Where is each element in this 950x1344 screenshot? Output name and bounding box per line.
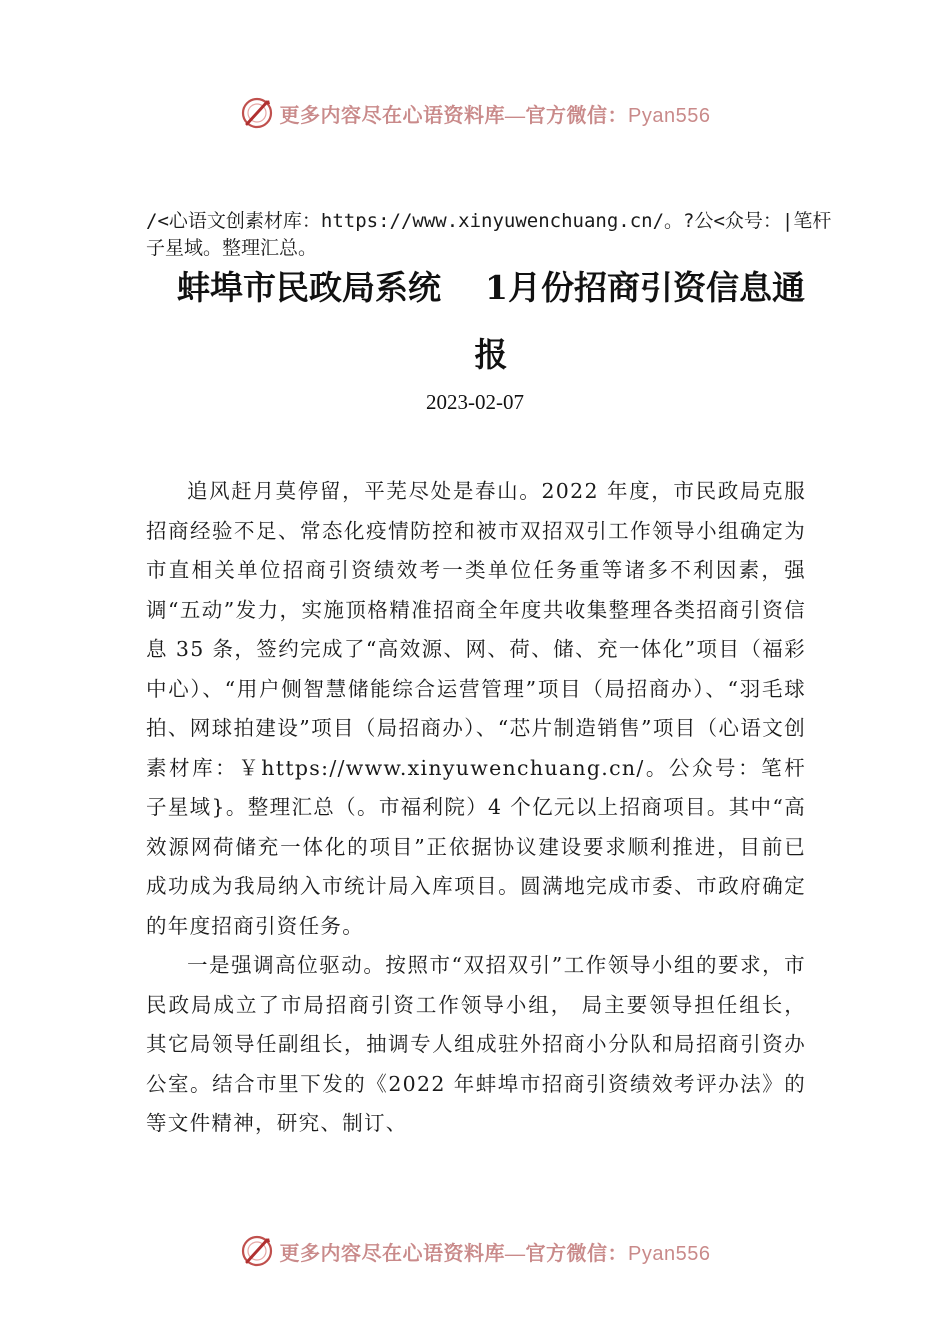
watermark-text: 更多内容尽在心语资料库—官方微信：Pyan556 xyxy=(279,104,711,127)
watermark-top xyxy=(0,96,950,130)
watermark-wechat-id: Pyan556 xyxy=(628,1242,711,1265)
pen-logo-icon xyxy=(240,1234,274,1268)
title-part2: 1月份招商引资信息通 xyxy=(485,268,805,307)
document-title-line2: 报 xyxy=(474,335,508,374)
document-title-line1 xyxy=(146,262,836,309)
title-part1: 蚌埠市民政局系统 xyxy=(177,268,442,307)
pen-logo-icon xyxy=(240,96,274,130)
paragraph: 追风赶月莫停留，平芜尽处是春山。2022 年度，市民政局克服招商经验不足、常态化疫情防控和被市双招双引工作领导小组确定为市直相关单位招商引资绩效考一类单位任务重等诸多不利因素，强调“五动”发力，实施顶格精准招商全年度共收集整理各类招商引资信息 35 条，签约完成了“高效源、网、荷、储、充一体化”项目（福彩中心）、“用户侧智慧储能综合运营管理”项目（局招商办）、“羽毛球拍、网球拍建设”项目（局招商办）、“芯片制造销售”项目（心语文创素材库：￥https://www.xinyuwenchuang.cn/。公众号：笔杆子星域}。整理汇总（。市福利院）4 个亿元以上招商项目。其中“高效源网荷储充一体化的项目”正依据协议建设要求顺利推进，目前已成功成为我局纳入市统计局入库项目。圆满地完成市委、市政府确定的年度招商引资任务。 xyxy=(146,479,806,938)
paragraph: 一是强调高位驱动。按照市“双招双引”工作领导小组的要求，市民政局成立了市局招商引资工作领导小组， 局主要领导担任组长，其它局领导任副组长，抽调专人组成驻外招商小分队和局招商引资办公室。结合市里下发的《2022 年蚌埠市招商引资绩效考评办法》的等文件精神，研究、制订、 xyxy=(146,953,806,1135)
watermark-bottom xyxy=(0,1234,950,1268)
header-note: /<心语文创素材库：https://www.xinyuwenchuang.cn/。?公<众号：|笔杆子星域。整理汇总。 xyxy=(146,210,832,259)
watermark-wechat-id: Pyan556 xyxy=(628,104,711,127)
publish-date: 2023-02-07 xyxy=(426,390,524,414)
article-body xyxy=(146,472,806,1144)
watermark-text: 更多内容尽在心语资料库—官方微信：Pyan556 xyxy=(279,1242,711,1265)
